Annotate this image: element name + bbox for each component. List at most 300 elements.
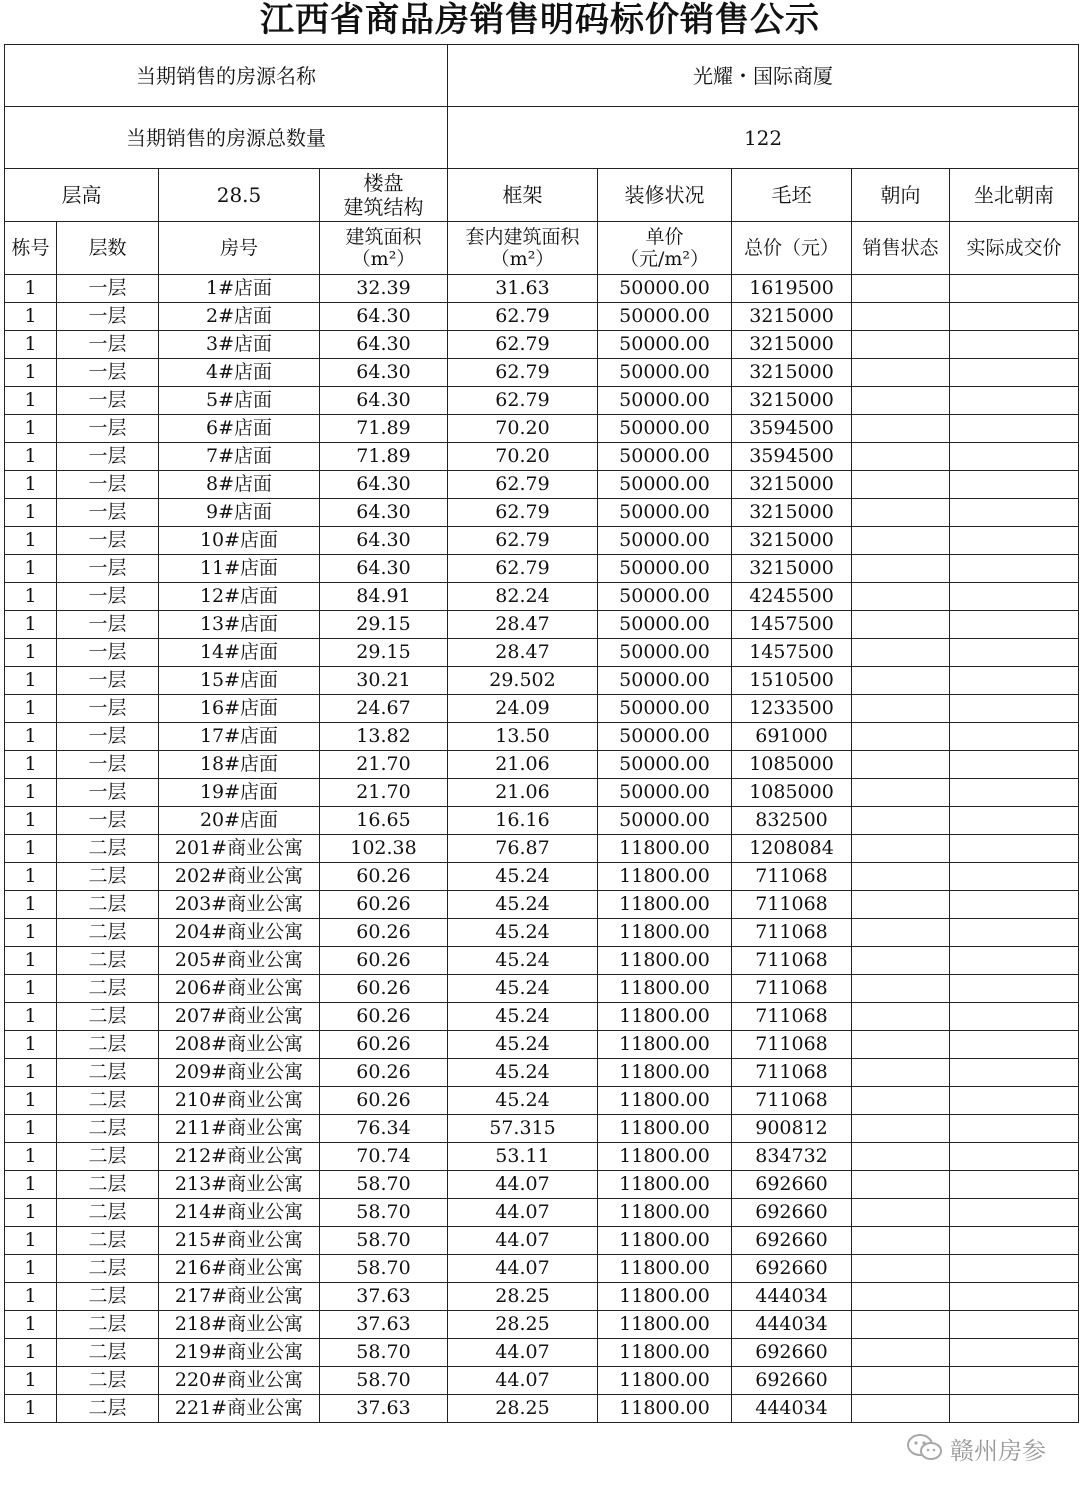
cell-building: 1 <box>5 639 57 667</box>
table-row <box>5 1059 1079 1087</box>
cell-area: 60.26 <box>320 947 448 975</box>
cell-unit-price: 50000.00 <box>598 443 732 471</box>
cell-building: 1 <box>5 1031 57 1059</box>
cell-total-price: 444034 <box>732 1311 852 1339</box>
col-header-inner-area: 套内建筑面积 （m²） <box>448 222 598 275</box>
structure-label: 楼盘 建筑结构 <box>320 169 448 222</box>
cell-building: 1 <box>5 835 57 863</box>
cell-floor: 一层 <box>57 415 159 443</box>
cell-actual-price <box>950 303 1079 331</box>
cell-area: 60.26 <box>320 891 448 919</box>
cell-inner-area: 70.20 <box>448 415 598 443</box>
cell-room: 219#商业公寓 <box>159 1339 320 1367</box>
cell-area: 60.26 <box>320 863 448 891</box>
cell-sale-status <box>852 1255 950 1283</box>
cell-area: 60.26 <box>320 919 448 947</box>
cell-sale-status <box>852 1395 950 1423</box>
table-row <box>5 779 1079 807</box>
cell-actual-price <box>950 555 1079 583</box>
cell-room: 3#店面 <box>159 331 320 359</box>
cell-building: 1 <box>5 1227 57 1255</box>
cell-actual-price <box>950 275 1079 303</box>
floor-height-value: 28.5 <box>159 169 320 222</box>
cell-inner-area: 45.24 <box>448 947 598 975</box>
cell-inner-area: 45.24 <box>448 863 598 891</box>
cell-inner-area: 57.315 <box>448 1115 598 1143</box>
cell-unit-price: 11800.00 <box>598 1087 732 1115</box>
table-row <box>5 1227 1079 1255</box>
cell-room: 201#商业公寓 <box>159 835 320 863</box>
cell-inner-area: 44.07 <box>448 1227 598 1255</box>
cell-actual-price <box>950 919 1079 947</box>
cell-room: 218#商业公寓 <box>159 1311 320 1339</box>
cell-building: 1 <box>5 359 57 387</box>
cell-area: 71.89 <box>320 415 448 443</box>
cell-unit-price: 11800.00 <box>598 919 732 947</box>
cell-unit-price: 50000.00 <box>598 667 732 695</box>
cell-unit-price: 11800.00 <box>598 863 732 891</box>
cell-floor: 一层 <box>57 639 159 667</box>
project-name-row <box>5 45 1079 107</box>
cell-building: 1 <box>5 527 57 555</box>
orientation-label: 朝向 <box>852 169 950 222</box>
cell-unit-price: 11800.00 <box>598 891 732 919</box>
cell-room: 202#商业公寓 <box>159 863 320 891</box>
cell-area: 60.26 <box>320 975 448 1003</box>
table-row <box>5 695 1079 723</box>
cell-room: 12#店面 <box>159 583 320 611</box>
cell-room: 221#商业公寓 <box>159 1395 320 1423</box>
cell-area: 64.30 <box>320 527 448 555</box>
cell-inner-area: 28.25 <box>448 1283 598 1311</box>
cell-actual-price <box>950 779 1079 807</box>
cell-area: 70.74 <box>320 1143 448 1171</box>
cell-total-price: 4245500 <box>732 583 852 611</box>
cell-actual-price <box>950 1199 1079 1227</box>
cell-floor: 一层 <box>57 303 159 331</box>
cell-floor: 二层 <box>57 1031 159 1059</box>
cell-inner-area: 62.79 <box>448 359 598 387</box>
cell-unit-price: 50000.00 <box>598 639 732 667</box>
cell-unit-price: 50000.00 <box>598 695 732 723</box>
cell-area: 32.39 <box>320 275 448 303</box>
cell-area: 58.70 <box>320 1171 448 1199</box>
cell-area: 102.38 <box>320 835 448 863</box>
cell-area: 84.91 <box>320 583 448 611</box>
cell-room: 217#商业公寓 <box>159 1283 320 1311</box>
cell-inner-area: 44.07 <box>448 1367 598 1395</box>
cell-floor: 二层 <box>57 1255 159 1283</box>
cell-room: 204#商业公寓 <box>159 919 320 947</box>
cell-sale-status <box>852 891 950 919</box>
table-row <box>5 919 1079 947</box>
col-header-room: 房号 <box>159 222 320 275</box>
cell-unit-price: 50000.00 <box>598 499 732 527</box>
cell-actual-price <box>950 443 1079 471</box>
cell-sale-status <box>852 975 950 1003</box>
cell-floor: 一层 <box>57 443 159 471</box>
cell-sale-status <box>852 359 950 387</box>
cell-floor: 二层 <box>57 1199 159 1227</box>
table-row <box>5 275 1079 303</box>
cell-inner-area: 45.24 <box>448 891 598 919</box>
cell-building: 1 <box>5 555 57 583</box>
cell-actual-price <box>950 1283 1079 1311</box>
cell-inner-area: 31.63 <box>448 275 598 303</box>
table-row <box>5 331 1079 359</box>
cell-inner-area: 53.11 <box>448 1143 598 1171</box>
table-row <box>5 891 1079 919</box>
cell-unit-price: 11800.00 <box>598 1367 732 1395</box>
cell-actual-price <box>950 331 1079 359</box>
cell-area: 64.30 <box>320 555 448 583</box>
cell-unit-price: 11800.00 <box>598 1059 732 1087</box>
cell-sale-status <box>852 723 950 751</box>
cell-room: 1#店面 <box>159 275 320 303</box>
cell-room: 17#店面 <box>159 723 320 751</box>
cell-building: 1 <box>5 1395 57 1423</box>
cell-building: 1 <box>5 891 57 919</box>
cell-total-price: 711068 <box>732 1003 852 1031</box>
cell-building: 1 <box>5 303 57 331</box>
cell-floor: 一层 <box>57 555 159 583</box>
table-row <box>5 471 1079 499</box>
cell-actual-price <box>950 1367 1079 1395</box>
cell-building: 1 <box>5 499 57 527</box>
cell-unit-price: 50000.00 <box>598 527 732 555</box>
cell-actual-price <box>950 1003 1079 1031</box>
cell-building: 1 <box>5 1283 57 1311</box>
cell-room: 215#商业公寓 <box>159 1227 320 1255</box>
decoration-value: 毛坯 <box>732 169 852 222</box>
cell-sale-status <box>852 583 950 611</box>
cell-floor: 二层 <box>57 1115 159 1143</box>
cell-unit-price: 11800.00 <box>598 975 732 1003</box>
cell-unit-price: 50000.00 <box>598 583 732 611</box>
cell-actual-price <box>950 1339 1079 1367</box>
cell-room: 206#商业公寓 <box>159 975 320 1003</box>
table-row <box>5 807 1079 835</box>
cell-total-price: 1085000 <box>732 779 852 807</box>
cell-floor: 二层 <box>57 1311 159 1339</box>
cell-total-price: 711068 <box>732 1031 852 1059</box>
table-row <box>5 611 1079 639</box>
project-count-label: 当期销售的房源总数量 <box>5 107 448 169</box>
decoration-label: 装修状况 <box>598 169 732 222</box>
cell-inner-area: 21.06 <box>448 779 598 807</box>
cell-area: 64.30 <box>320 387 448 415</box>
cell-room: 210#商业公寓 <box>159 1087 320 1115</box>
cell-room: 213#商业公寓 <box>159 1171 320 1199</box>
cell-inner-area: 29.502 <box>448 667 598 695</box>
cell-area: 64.30 <box>320 359 448 387</box>
cell-total-price: 834732 <box>732 1143 852 1171</box>
cell-room: 212#商业公寓 <box>159 1143 320 1171</box>
table-row <box>5 555 1079 583</box>
cell-unit-price: 50000.00 <box>598 275 732 303</box>
table-row <box>5 1339 1079 1367</box>
cell-total-price: 1233500 <box>732 695 852 723</box>
cell-sale-status <box>852 1059 950 1087</box>
cell-floor: 一层 <box>57 387 159 415</box>
cell-floor: 一层 <box>57 723 159 751</box>
cell-room: 214#商业公寓 <box>159 1199 320 1227</box>
cell-sale-status <box>852 1143 950 1171</box>
cell-building: 1 <box>5 695 57 723</box>
table-row <box>5 1255 1079 1283</box>
table-row <box>5 975 1079 1003</box>
cell-sale-status <box>852 1227 950 1255</box>
table-row <box>5 415 1079 443</box>
cell-room: 18#店面 <box>159 751 320 779</box>
cell-total-price: 711068 <box>732 947 852 975</box>
cell-building: 1 <box>5 779 57 807</box>
cell-sale-status <box>852 1003 950 1031</box>
cell-building: 1 <box>5 1255 57 1283</box>
cell-inner-area: 28.25 <box>448 1311 598 1339</box>
cell-sale-status <box>852 919 950 947</box>
cell-room: 6#店面 <box>159 415 320 443</box>
cell-inner-area: 62.79 <box>448 471 598 499</box>
cell-area: 30.21 <box>320 667 448 695</box>
cell-total-price: 692660 <box>732 1227 852 1255</box>
cell-sale-status <box>852 527 950 555</box>
cell-unit-price: 11800.00 <box>598 1199 732 1227</box>
table-row <box>5 639 1079 667</box>
cell-total-price: 1457500 <box>732 639 852 667</box>
cell-actual-price <box>950 1031 1079 1059</box>
col-header-floor: 层数 <box>57 222 159 275</box>
cell-building: 1 <box>5 1171 57 1199</box>
cell-floor: 二层 <box>57 1367 159 1395</box>
cell-unit-price: 11800.00 <box>598 835 732 863</box>
cell-sale-status <box>852 807 950 835</box>
cell-sale-status <box>852 779 950 807</box>
cell-building: 1 <box>5 919 57 947</box>
cell-actual-price <box>950 863 1079 891</box>
cell-sale-status <box>852 1311 950 1339</box>
cell-area: 37.63 <box>320 1283 448 1311</box>
cell-total-price: 3215000 <box>732 359 852 387</box>
cell-total-price: 711068 <box>732 919 852 947</box>
table-row <box>5 1367 1079 1395</box>
table-row <box>5 1395 1079 1423</box>
cell-floor: 二层 <box>57 1339 159 1367</box>
cell-total-price: 1208084 <box>732 835 852 863</box>
cell-total-price: 711068 <box>732 891 852 919</box>
cell-building: 1 <box>5 723 57 751</box>
cell-floor: 二层 <box>57 975 159 1003</box>
cell-room: 10#店面 <box>159 527 320 555</box>
cell-sale-status <box>852 695 950 723</box>
cell-area: 64.30 <box>320 471 448 499</box>
col-header-total-price: 总价（元） <box>732 222 852 275</box>
cell-room: 5#店面 <box>159 387 320 415</box>
table-row <box>5 667 1079 695</box>
cell-actual-price <box>950 695 1079 723</box>
price-table <box>4 44 1079 1423</box>
cell-total-price: 692660 <box>732 1171 852 1199</box>
cell-total-price: 1619500 <box>732 275 852 303</box>
cell-unit-price: 50000.00 <box>598 779 732 807</box>
floor-height-label: 层高 <box>5 169 159 222</box>
cell-actual-price <box>950 1143 1079 1171</box>
cell-floor: 一层 <box>57 807 159 835</box>
cell-building: 1 <box>5 1143 57 1171</box>
cell-building: 1 <box>5 1311 57 1339</box>
cell-inner-area: 28.47 <box>448 611 598 639</box>
cell-unit-price: 50000.00 <box>598 303 732 331</box>
table-row <box>5 499 1079 527</box>
cell-building: 1 <box>5 275 57 303</box>
cell-area: 64.30 <box>320 499 448 527</box>
cell-area: 64.30 <box>320 331 448 359</box>
cell-room: 211#商业公寓 <box>159 1115 320 1143</box>
cell-floor: 二层 <box>57 1059 159 1087</box>
cell-actual-price <box>950 1059 1079 1087</box>
cell-total-price: 711068 <box>732 1059 852 1087</box>
cell-room: 13#店面 <box>159 611 320 639</box>
cell-floor: 一层 <box>57 779 159 807</box>
cell-total-price: 3215000 <box>732 499 852 527</box>
cell-inner-area: 45.24 <box>448 1087 598 1115</box>
project-count-row <box>5 107 1079 169</box>
cell-total-price: 1085000 <box>732 751 852 779</box>
cell-unit-price: 11800.00 <box>598 1339 732 1367</box>
cell-room: 208#商业公寓 <box>159 1031 320 1059</box>
cell-actual-price <box>950 527 1079 555</box>
cell-room: 19#店面 <box>159 779 320 807</box>
cell-area: 13.82 <box>320 723 448 751</box>
cell-building: 1 <box>5 1339 57 1367</box>
table-row <box>5 1143 1079 1171</box>
cell-inner-area: 62.79 <box>448 331 598 359</box>
table-row <box>5 359 1079 387</box>
cell-total-price: 692660 <box>732 1367 852 1395</box>
cell-total-price: 691000 <box>732 723 852 751</box>
cell-area: 21.70 <box>320 751 448 779</box>
cell-inner-area: 28.25 <box>448 1395 598 1423</box>
cell-room: 15#店面 <box>159 667 320 695</box>
cell-room: 207#商业公寓 <box>159 1003 320 1031</box>
cell-total-price: 3215000 <box>732 527 852 555</box>
cell-inner-area: 45.24 <box>448 975 598 1003</box>
cell-total-price: 1457500 <box>732 611 852 639</box>
cell-inner-area: 24.09 <box>448 695 598 723</box>
cell-floor: 一层 <box>57 359 159 387</box>
table-row <box>5 1283 1079 1311</box>
cell-floor: 一层 <box>57 583 159 611</box>
cell-area: 29.15 <box>320 639 448 667</box>
cell-actual-price <box>950 359 1079 387</box>
cell-inner-area: 76.87 <box>448 835 598 863</box>
cell-actual-price <box>950 1115 1079 1143</box>
cell-inner-area: 62.79 <box>448 499 598 527</box>
cell-area: 58.70 <box>320 1227 448 1255</box>
cell-sale-status <box>852 471 950 499</box>
cell-building: 1 <box>5 387 57 415</box>
watermark-text: 赣州房参 <box>950 1436 1046 1465</box>
cell-unit-price: 11800.00 <box>598 1003 732 1031</box>
cell-building: 1 <box>5 583 57 611</box>
cell-area: 60.26 <box>320 1059 448 1087</box>
column-header-row <box>5 222 1079 275</box>
cell-floor: 一层 <box>57 499 159 527</box>
structure-value: 框架 <box>448 169 598 222</box>
cell-floor: 二层 <box>57 863 159 891</box>
cell-actual-price <box>950 639 1079 667</box>
cell-unit-price: 11800.00 <box>598 1031 732 1059</box>
cell-floor: 二层 <box>57 1283 159 1311</box>
cell-room: 7#店面 <box>159 443 320 471</box>
cell-inner-area: 45.24 <box>448 1059 598 1087</box>
cell-floor: 二层 <box>57 891 159 919</box>
cell-total-price: 900812 <box>732 1115 852 1143</box>
cell-actual-price <box>950 611 1079 639</box>
cell-area: 60.26 <box>320 1087 448 1115</box>
cell-sale-status <box>852 303 950 331</box>
cell-area: 64.30 <box>320 303 448 331</box>
cell-unit-price: 11800.00 <box>598 1171 732 1199</box>
cell-room: 216#商业公寓 <box>159 1255 320 1283</box>
table-row <box>5 1171 1079 1199</box>
col-header-building: 栋号 <box>5 222 57 275</box>
cell-actual-price <box>950 583 1079 611</box>
cell-sale-status <box>852 331 950 359</box>
cell-floor: 一层 <box>57 695 159 723</box>
cell-building: 1 <box>5 1059 57 1087</box>
wechat-icon <box>906 1433 944 1463</box>
cell-area: 29.15 <box>320 611 448 639</box>
table-row <box>5 723 1079 751</box>
cell-floor: 二层 <box>57 1143 159 1171</box>
cell-building: 1 <box>5 1199 57 1227</box>
orientation-value: 坐北朝南 <box>950 169 1079 222</box>
cell-floor: 一层 <box>57 331 159 359</box>
cell-inner-area: 28.47 <box>448 639 598 667</box>
cell-room: 4#店面 <box>159 359 320 387</box>
cell-building: 1 <box>5 863 57 891</box>
cell-unit-price: 50000.00 <box>598 807 732 835</box>
cell-area: 21.70 <box>320 779 448 807</box>
cell-building: 1 <box>5 1087 57 1115</box>
cell-inner-area: 82.24 <box>448 583 598 611</box>
cell-room: 209#商业公寓 <box>159 1059 320 1087</box>
cell-sale-status <box>852 947 950 975</box>
cell-area: 16.65 <box>320 807 448 835</box>
cell-area: 58.70 <box>320 1255 448 1283</box>
table-row <box>5 863 1079 891</box>
cell-area: 58.70 <box>320 1199 448 1227</box>
cell-actual-price <box>950 751 1079 779</box>
cell-room: 11#店面 <box>159 555 320 583</box>
cell-total-price: 444034 <box>732 1283 852 1311</box>
cell-actual-price <box>950 1171 1079 1199</box>
cell-actual-price <box>950 1395 1079 1423</box>
cell-unit-price: 11800.00 <box>598 1283 732 1311</box>
cell-total-price: 692660 <box>732 1199 852 1227</box>
cell-area: 71.89 <box>320 443 448 471</box>
cell-unit-price: 11800.00 <box>598 1115 732 1143</box>
cell-sale-status <box>852 415 950 443</box>
cell-total-price: 692660 <box>732 1339 852 1367</box>
project-name-label: 当期销售的房源名称 <box>5 45 448 107</box>
table-row <box>5 443 1079 471</box>
col-header-area: 建筑面积 （m²） <box>320 222 448 275</box>
cell-sale-status <box>852 555 950 583</box>
cell-unit-price: 50000.00 <box>598 387 732 415</box>
cell-building: 1 <box>5 667 57 695</box>
